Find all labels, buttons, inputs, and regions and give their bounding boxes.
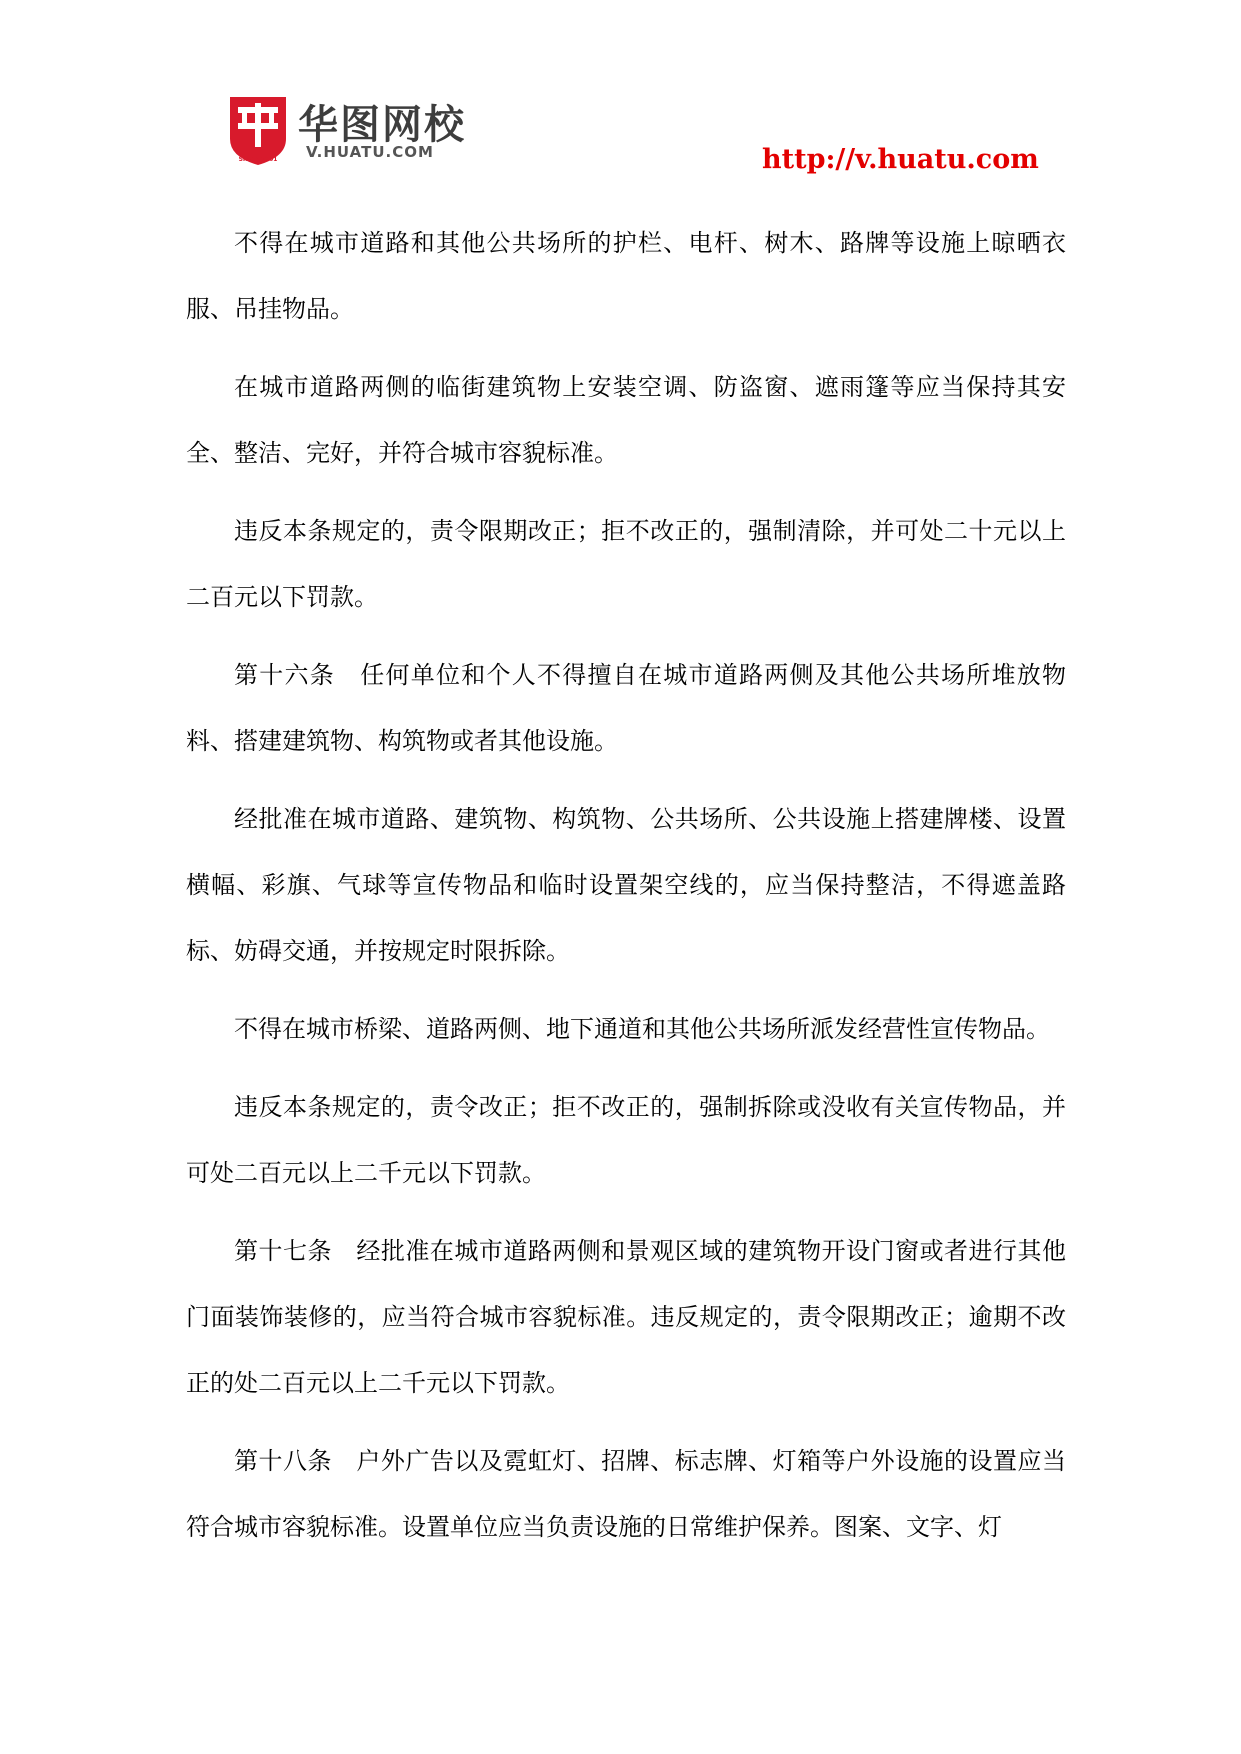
logo-brand-url: V.HUATU.COM — [306, 143, 434, 161]
page-header — [0, 0, 1241, 190]
paragraph-article-16: 第十六条 任何单位和个人不得擅自在城市道路两侧及其他公共场所堆放物料、搭建建筑物、构筑物或者其他设施。 — [186, 661, 1066, 755]
paragraph: 违反本条规定的，责令改正；拒不改正的，强制拆除或没收有关宣传物品，并可处二百元以上二千元以下罚款。 — [186, 1093, 1066, 1187]
paragraph-article-18: 第十八条 户外广告以及霓虹灯、招牌、标志牌、灯箱等户外设施的设置应当符合城市容貌标准。设置单位应当负责设施的日常维护保养。图案、文字、灯 — [186, 1447, 1066, 1541]
paragraph: 不得在城市桥梁、道路两侧、地下通道和其他公共场所派发经营性宣传物品。 — [234, 1015, 1050, 1043]
huatu-logo[interactable] — [228, 95, 528, 175]
huatu-shield-icon — [228, 95, 288, 167]
header-url-link[interactable]: http://v.huatu.com — [762, 144, 1039, 175]
paragraph-article-17: 第十七条 经批准在城市道路两侧和景观区域的建筑物开设门窗或者进行其他门面装饰装修的，应当符合城市容貌标准。违反规定的，责令限期改正；逾期不改正的处二百元以上二千元以下罚款。 — [186, 1237, 1066, 1397]
paragraph: 经批准在城市道路、建筑物、构筑物、公共场所、公共设施上搭建牌楼、设置横幅、彩旗、气球等宣传物品和临时设置架空线的，应当保持整洁，不得遮盖路标、妨碍交通，并按规定时限拆除。 — [186, 805, 1066, 965]
paragraph: 违反本条规定的，责令限期改正；拒不改正的，强制清除，并可处二十元以上二百元以下罚款。 — [186, 517, 1066, 611]
paragraph: 在城市道路两侧的临街建筑物上安装空调、防盗窗、遮雨篷等应当保持其安全、整洁、完好，并符合城市容貌标准。 — [186, 373, 1066, 467]
logo-since-text: SINCE 2001 — [238, 156, 278, 163]
document-body — [186, 210, 1066, 1572]
logo-brand-name: 华图网校 — [298, 102, 466, 148]
paragraph: 不得在城市道路和其他公共场所的护栏、电杆、树木、路牌等设施上晾晒衣服、吊挂物品。 — [186, 229, 1066, 323]
